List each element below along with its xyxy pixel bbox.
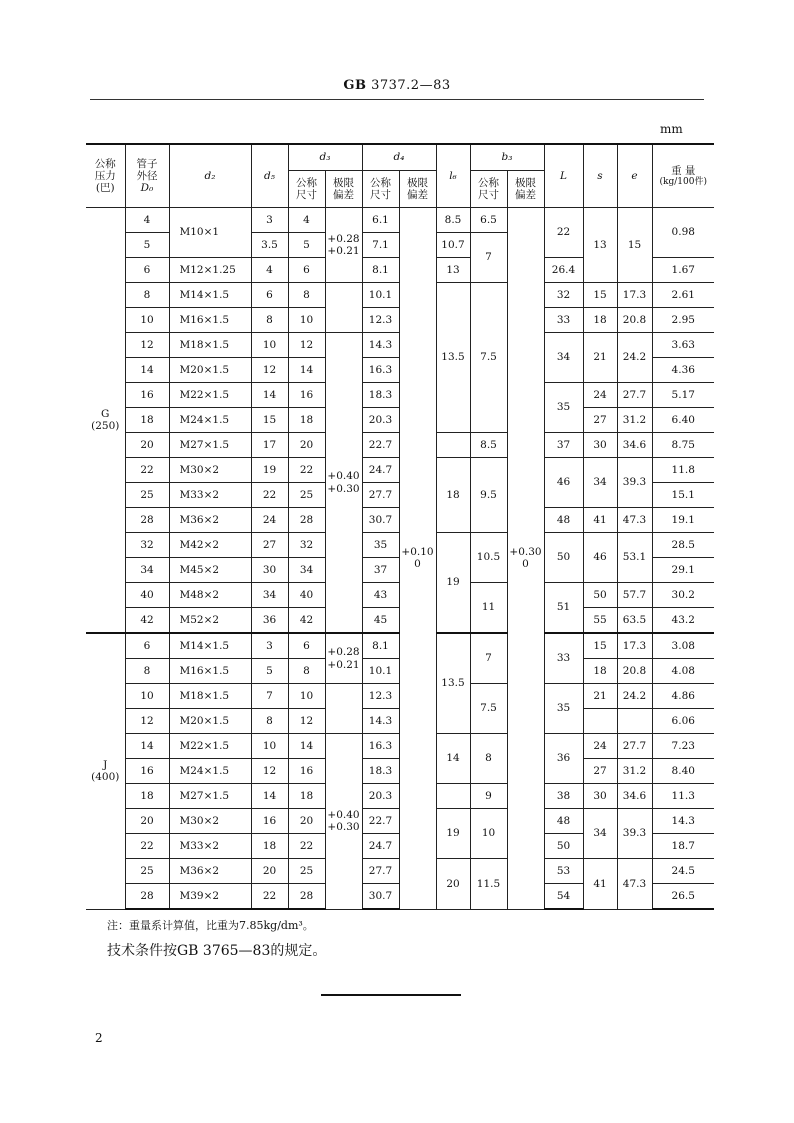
cell-d5: 27 — [251, 533, 288, 558]
cell-d5: 6 — [251, 283, 288, 308]
cell-s: 34 — [583, 809, 617, 859]
cell-L: 34 — [544, 333, 583, 383]
cell-d3: 42 — [288, 608, 325, 634]
cell-D0: 20 — [125, 433, 169, 458]
pressure-group-g: G (250) — [86, 208, 125, 634]
cell-L: 48 — [544, 809, 583, 834]
cell-d2: M16×1.5 — [169, 308, 251, 333]
empty-cell — [325, 684, 362, 734]
cell-l6: 14 — [436, 734, 470, 784]
cell-L: 37 — [544, 433, 583, 458]
cell-s: 30 — [583, 784, 617, 809]
cell-d2: M18×1.5 — [169, 684, 251, 709]
tolerance-cell: +0.30 0 — [507, 208, 544, 910]
cell-d2: M24×1.5 — [169, 408, 251, 433]
cell-d2: M36×2 — [169, 859, 251, 884]
cell-L: 51 — [544, 583, 583, 634]
cell-D0: 8 — [125, 283, 169, 308]
cell-d4: 10.1 — [362, 283, 399, 308]
cell-d4: 6.1 — [362, 208, 399, 233]
cell-e — [617, 709, 652, 734]
d3-tolerance-header: 极限 偏差 — [325, 171, 362, 208]
cell-d2: M20×1.5 — [169, 709, 251, 734]
cell-d2: M52×2 — [169, 608, 251, 634]
cell-l6: 13 — [436, 258, 470, 283]
table-body — [86, 144, 714, 909]
cell-b3: 8 — [470, 734, 507, 784]
d3-header: d₃ — [288, 144, 362, 171]
cell-d2: M24×1.5 — [169, 759, 251, 784]
cell-l6: 13.5 — [436, 633, 470, 734]
cell-w: 14.3 — [652, 809, 714, 834]
cell-d2: M33×2 — [169, 834, 251, 859]
cell-D0: 12 — [125, 709, 169, 734]
d2-header: d₂ — [169, 144, 251, 208]
cell-d5: 17 — [251, 433, 288, 458]
cell-D0: 16 — [125, 383, 169, 408]
cell-w: 18.7 — [652, 834, 714, 859]
pipe-od-header: 管子 外径 D₀ — [125, 144, 169, 208]
cell-d4: 35 — [362, 533, 399, 558]
cell-d5: 22 — [251, 884, 288, 910]
d5-header: d₅ — [251, 144, 288, 208]
cell-w: 3.08 — [652, 633, 714, 659]
cell-e: 27.7 — [617, 734, 652, 759]
table-note: 注：重量系计算值，比重为7.85kg/dm³。 — [107, 919, 314, 932]
cell-D0: 5 — [125, 233, 169, 258]
cell-d3: 18 — [288, 408, 325, 433]
cell-D0: 20 — [125, 809, 169, 834]
cell-d2: M22×1.5 — [169, 383, 251, 408]
cell-e: 34.6 — [617, 784, 652, 809]
cell-d5: 16 — [251, 809, 288, 834]
cell-l6: 19 — [436, 809, 470, 859]
L-header: L — [544, 144, 583, 208]
cell-d4: 16.3 — [362, 734, 399, 759]
cell-s: 24 — [583, 383, 617, 408]
cell-w: 2.61 — [652, 283, 714, 308]
cell-L: 53 — [544, 859, 583, 884]
header-row-1 — [86, 144, 714, 171]
cell-d5: 12 — [251, 759, 288, 784]
pressure-header: 公称 压力 (巴) — [86, 144, 125, 208]
cell-d4: 10.1 — [362, 659, 399, 684]
cell-D0: 18 — [125, 784, 169, 809]
cell-D0: 32 — [125, 533, 169, 558]
cell-d5: 8 — [251, 308, 288, 333]
cell-D0: 22 — [125, 834, 169, 859]
cell-b3: 11.5 — [470, 859, 507, 910]
cell-L: 48 — [544, 508, 583, 533]
cell-w: 8.75 — [652, 433, 714, 458]
b3-tolerance-header: 极限 偏差 — [507, 171, 544, 208]
cell-b3: 7 — [470, 233, 507, 283]
cell-d2: M20×1.5 — [169, 358, 251, 383]
cell-d3: 5 — [288, 233, 325, 258]
cell-e: 57.7 — [617, 583, 652, 608]
cell-s: 46 — [583, 533, 617, 583]
b3-nominal-header: 公称 尺寸 — [470, 171, 507, 208]
cell-e: 53.1 — [617, 533, 652, 583]
cell-w: 7.23 — [652, 734, 714, 759]
cell-e: 20.8 — [617, 659, 652, 684]
cell-d5: 19 — [251, 458, 288, 483]
tolerance-cell: +0.40 +0.30 — [325, 734, 362, 910]
cell-d2: M39×2 — [169, 884, 251, 910]
cell-d4: 18.3 — [362, 759, 399, 784]
cell-d2: M45×2 — [169, 558, 251, 583]
cell-w: 5.17 — [652, 383, 714, 408]
cell-d2: M12×1.25 — [169, 258, 251, 283]
cell-d5: 10 — [251, 333, 288, 358]
cell-d4: 30.7 — [362, 884, 399, 910]
cell-d3: 4 — [288, 208, 325, 233]
cell-w: 0.98 — [652, 208, 714, 258]
weight-header: 重 量 (kg/100件) — [652, 144, 714, 208]
d4-nominal-header: 公称 尺寸 — [362, 171, 399, 208]
cell-s: 30 — [583, 433, 617, 458]
cell-D0: 10 — [125, 308, 169, 333]
cell-d4: 7.1 — [362, 233, 399, 258]
cell-w: 29.1 — [652, 558, 714, 583]
cell-d3: 14 — [288, 734, 325, 759]
cell-d4: 12.3 — [362, 308, 399, 333]
cell-d4: 18.3 — [362, 383, 399, 408]
cell-d3: 28 — [288, 884, 325, 910]
cell-d5: 18 — [251, 834, 288, 859]
cell-d4: 8.1 — [362, 633, 399, 659]
cell-d4: 27.7 — [362, 483, 399, 508]
cell-d2: M30×2 — [169, 809, 251, 834]
cell-L: 26.4 — [544, 258, 583, 283]
cell-d2: M22×1.5 — [169, 734, 251, 759]
cell-d3: 12 — [288, 333, 325, 358]
cell-D0: 25 — [125, 483, 169, 508]
cell-l6: 18 — [436, 458, 470, 533]
cell-l6: 19 — [436, 533, 470, 634]
cell-d2: M16×1.5 — [169, 659, 251, 684]
header-rule — [90, 99, 704, 100]
cell-b3: 7 — [470, 633, 507, 684]
cell-w: 26.5 — [652, 884, 714, 910]
cell-s: 41 — [583, 508, 617, 533]
tolerance-cell: +0.10 0 — [399, 208, 436, 910]
b3-header: b₃ — [470, 144, 544, 171]
cell-w: 11.3 — [652, 784, 714, 809]
cell-s: 13 — [583, 208, 617, 283]
cell-D0: 14 — [125, 358, 169, 383]
cell-d5: 3 — [251, 633, 288, 659]
cell-d3: 22 — [288, 458, 325, 483]
cell-w: 30.2 — [652, 583, 714, 608]
cell-L: 38 — [544, 784, 583, 809]
cell-d5: 34 — [251, 583, 288, 608]
cell-L: 46 — [544, 458, 583, 508]
cell-s: 18 — [583, 659, 617, 684]
cell-w: 15.1 — [652, 483, 714, 508]
cell-D0: 14 — [125, 734, 169, 759]
empty-cell — [436, 433, 470, 458]
cell-w: 1.67 — [652, 258, 714, 283]
cell-d2: M48×2 — [169, 583, 251, 608]
cell-d5: 30 — [251, 558, 288, 583]
cell-d2: M27×1.5 — [169, 784, 251, 809]
cell-w: 3.63 — [652, 333, 714, 358]
cell-d5: 22 — [251, 483, 288, 508]
cell-D0: 6 — [125, 633, 169, 659]
cell-w: 4.86 — [652, 684, 714, 709]
cell-L: 50 — [544, 533, 583, 583]
cell-L: 35 — [544, 383, 583, 433]
d3-nominal-header: 公称 尺寸 — [288, 171, 325, 208]
empty-cell — [436, 784, 470, 809]
cell-w: 4.08 — [652, 659, 714, 684]
cell-d2: M33×2 — [169, 483, 251, 508]
cell-b3: 11 — [470, 583, 507, 634]
cell-L: 54 — [544, 884, 583, 910]
cell-d5: 7 — [251, 684, 288, 709]
cell-b3: 8.5 — [470, 433, 507, 458]
cell-d4: 37 — [362, 558, 399, 583]
cell-l6: 10.7 — [436, 233, 470, 258]
cell-s: 55 — [583, 608, 617, 634]
cell-d4: 22.7 — [362, 433, 399, 458]
cell-s: 27 — [583, 759, 617, 784]
cell-w: 19.1 — [652, 508, 714, 533]
cell-w: 43.2 — [652, 608, 714, 634]
pressure-group-j: J (400) — [86, 633, 125, 909]
cell-d4: 27.7 — [362, 859, 399, 884]
cell-d2: M14×1.5 — [169, 633, 251, 659]
d4-tolerance-header: 极限 偏差 — [399, 171, 436, 208]
end-rule — [321, 994, 461, 996]
cell-e: 39.3 — [617, 809, 652, 859]
cell-d2: M18×1.5 — [169, 333, 251, 358]
cell-d3: 8 — [288, 283, 325, 308]
cell-d5: 8 — [251, 709, 288, 734]
cell-d5: 12 — [251, 358, 288, 383]
cell-L: 33 — [544, 308, 583, 333]
cell-d3: 20 — [288, 809, 325, 834]
cell-e: 27.7 — [617, 383, 652, 408]
cell-L: 50 — [544, 834, 583, 859]
cell-s: 15 — [583, 283, 617, 308]
cell-s: 34 — [583, 458, 617, 508]
cell-s: 24 — [583, 734, 617, 759]
cell-d4: 43 — [362, 583, 399, 608]
cell-b3: 7.5 — [470, 283, 507, 433]
cell-d3: 32 — [288, 533, 325, 558]
cell-d4: 45 — [362, 608, 399, 634]
cell-d3: 16 — [288, 759, 325, 784]
cell-D0: 42 — [125, 608, 169, 634]
cell-D0: 12 — [125, 333, 169, 358]
cell-D0: 40 — [125, 583, 169, 608]
cell-b3: 10.5 — [470, 533, 507, 583]
cell-b3: 10 — [470, 809, 507, 859]
cell-e: 31.2 — [617, 408, 652, 433]
technical-conditions: 技术条件按GB 3765—83的规定。 — [107, 943, 327, 959]
cell-d3: 8 — [288, 659, 325, 684]
cell-L: 33 — [544, 633, 583, 684]
cell-d4: 24.7 — [362, 458, 399, 483]
cell-d4: 24.7 — [362, 834, 399, 859]
e-header: e — [617, 144, 652, 208]
cell-w: 8.40 — [652, 759, 714, 784]
cell-l6: 20 — [436, 859, 470, 910]
cell-l6: 8.5 — [436, 208, 470, 233]
cell-s: 15 — [583, 633, 617, 659]
cell-D0: 28 — [125, 884, 169, 910]
cell-e: 24.2 — [617, 684, 652, 709]
cell-d3: 25 — [288, 859, 325, 884]
cell-d5: 15 — [251, 408, 288, 433]
cell-d3: 18 — [288, 784, 325, 809]
empty-cell — [325, 283, 362, 333]
dimension-table — [86, 143, 714, 910]
cell-w: 4.36 — [652, 358, 714, 383]
cell-e: 17.3 — [617, 283, 652, 308]
cell-s: 50 — [583, 583, 617, 608]
cell-D0: 10 — [125, 684, 169, 709]
cell-d4: 30.7 — [362, 508, 399, 533]
cell-d3: 16 — [288, 383, 325, 408]
cell-s: 27 — [583, 408, 617, 433]
cell-d4: 14.3 — [362, 333, 399, 358]
cell-e: 24.2 — [617, 333, 652, 383]
cell-s: 18 — [583, 308, 617, 333]
cell-d2: M36×2 — [169, 508, 251, 533]
cell-w: 2.95 — [652, 308, 714, 333]
cell-s: 21 — [583, 684, 617, 709]
cell-d4: 20.3 — [362, 784, 399, 809]
cell-w: 6.40 — [652, 408, 714, 433]
cell-e: 31.2 — [617, 759, 652, 784]
cell-d3: 6 — [288, 633, 325, 659]
cell-w: 28.5 — [652, 533, 714, 558]
cell-e: 17.3 — [617, 633, 652, 659]
cell-w: 11.8 — [652, 458, 714, 483]
cell-d5: 14 — [251, 383, 288, 408]
cell-d3: 6 — [288, 258, 325, 283]
page-number: 2 — [95, 1031, 103, 1045]
cell-d3: 14 — [288, 358, 325, 383]
cell-b3: 7.5 — [470, 684, 507, 734]
cell-d4: 16.3 — [362, 358, 399, 383]
cell-l6: 13.5 — [436, 283, 470, 433]
cell-d3: 40 — [288, 583, 325, 608]
cell-b3: 9 — [470, 784, 507, 809]
cell-e: 47.3 — [617, 859, 652, 910]
cell-D0: 18 — [125, 408, 169, 433]
cell-d2: M14×1.5 — [169, 283, 251, 308]
cell-e: 63.5 — [617, 608, 652, 634]
cell-d5: 5 — [251, 659, 288, 684]
cell-d3: 34 — [288, 558, 325, 583]
cell-L: 22 — [544, 208, 583, 258]
cell-d2: M10×1 — [169, 208, 251, 258]
cell-d5: 10 — [251, 734, 288, 759]
standard-code: 3737.2—83 — [371, 78, 451, 93]
cell-d3: 28 — [288, 508, 325, 533]
cell-s: 21 — [583, 333, 617, 383]
cell-d4: 22.7 — [362, 809, 399, 834]
cell-d4: 8.1 — [362, 258, 399, 283]
cell-e: 34.6 — [617, 433, 652, 458]
cell-d3: 12 — [288, 709, 325, 734]
cell-D0: 22 — [125, 458, 169, 483]
cell-d5: 4 — [251, 258, 288, 283]
cell-D0: 8 — [125, 659, 169, 684]
cell-d5: 36 — [251, 608, 288, 634]
cell-d2: M27×1.5 — [169, 433, 251, 458]
table-row — [86, 208, 714, 233]
cell-d3: 10 — [288, 308, 325, 333]
cell-d2: M42×2 — [169, 533, 251, 558]
tolerance-cell: +0.28 +0.21 — [325, 633, 362, 684]
cell-d5: 20 — [251, 859, 288, 884]
page-header — [0, 78, 794, 93]
cell-L: 32 — [544, 283, 583, 308]
cell-d4: 14.3 — [362, 709, 399, 734]
cell-d5: 24 — [251, 508, 288, 533]
cell-d2: M30×2 — [169, 458, 251, 483]
unit-label: mm — [660, 122, 683, 136]
cell-L: 36 — [544, 734, 583, 784]
cell-e: 15 — [617, 208, 652, 283]
cell-d4: 12.3 — [362, 684, 399, 709]
s-header: s — [583, 144, 617, 208]
cell-D0: 34 — [125, 558, 169, 583]
cell-d3: 20 — [288, 433, 325, 458]
cell-e: 39.3 — [617, 458, 652, 508]
cell-L: 35 — [544, 684, 583, 734]
tolerance-cell: +0.28 +0.21 — [325, 208, 362, 283]
cell-d5: 14 — [251, 784, 288, 809]
d4-header: d₄ — [362, 144, 436, 171]
cell-s: 41 — [583, 859, 617, 910]
cell-d4: 20.3 — [362, 408, 399, 433]
cell-d3: 10 — [288, 684, 325, 709]
cell-b3: 9.5 — [470, 458, 507, 533]
cell-w: 24.5 — [652, 859, 714, 884]
cell-D0: 16 — [125, 759, 169, 784]
cell-b3: 6.5 — [470, 208, 507, 233]
cell-D0: 6 — [125, 258, 169, 283]
cell-D0: 25 — [125, 859, 169, 884]
cell-d3: 22 — [288, 834, 325, 859]
l6-header: l₆ — [436, 144, 470, 208]
cell-D0: 28 — [125, 508, 169, 533]
cell-s — [583, 709, 617, 734]
cell-e: 20.8 — [617, 308, 652, 333]
cell-e: 47.3 — [617, 508, 652, 533]
standard-prefix: GB — [343, 78, 367, 93]
cell-d5: 3.5 — [251, 233, 288, 258]
cell-D0: 4 — [125, 208, 169, 233]
cell-d3: 25 — [288, 483, 325, 508]
tolerance-cell: +0.40 +0.30 — [325, 333, 362, 634]
cell-d5: 3 — [251, 208, 288, 233]
cell-w: 6.06 — [652, 709, 714, 734]
